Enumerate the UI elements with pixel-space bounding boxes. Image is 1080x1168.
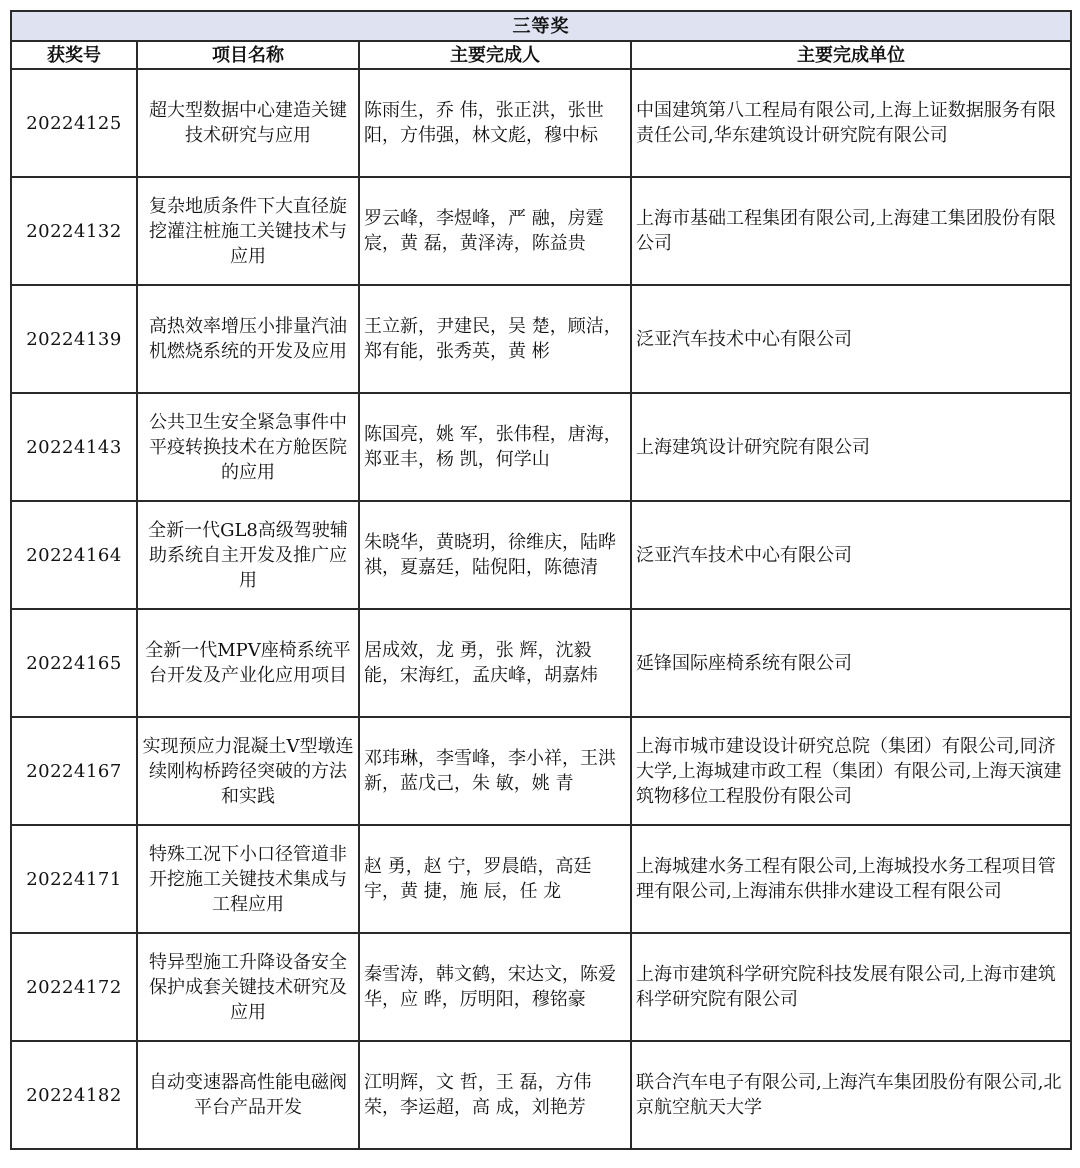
header-project-name: 项目名称 <box>137 41 359 69</box>
award-number-cell: 20224132 <box>11 177 137 285</box>
table-row <box>11 717 1071 825</box>
award-number-cell: 20224143 <box>11 393 137 501</box>
project-name-cell: 全新一代GL8高级驾驶辅助系统自主开发及推广应用 <box>137 501 359 609</box>
table-row <box>11 69 1071 177</box>
table-header-row <box>11 41 1071 69</box>
award-number-cell: 20224182 <box>11 1041 137 1149</box>
organizations-cell: 延锋国际座椅系统有限公司 <box>631 609 1071 717</box>
contributors-cell: 朱晓华，黄晓玥，徐维庆，陆晔祺，夏嘉廷，陆倪阳，陈德清 <box>359 501 631 609</box>
project-name-cell: 超大型数据中心建造关键技术研究与应用 <box>137 69 359 177</box>
table-title-row <box>11 11 1071 41</box>
contributors-cell: 邓玮琳，李雪峰，李小祥，王洪新，蓝戊己，朱 敏，姚 青 <box>359 717 631 825</box>
project-name-cell: 复杂地质条件下大直径旋挖灌注桩施工关键技术与应用 <box>137 177 359 285</box>
award-number-cell: 20224165 <box>11 609 137 717</box>
project-name-cell: 公共卫生安全紧急事件中平疫转换技术在方舱医院的应用 <box>137 393 359 501</box>
contributors-cell: 居成效，龙 勇，张 辉，沈毅能，宋海红，孟庆峰，胡嘉炜 <box>359 609 631 717</box>
award-number-cell: 20224172 <box>11 933 137 1041</box>
organizations-cell: 联合汽车电子有限公司,上海汽车集团股份有限公司,北京航空航天大学 <box>631 1041 1071 1149</box>
table-row <box>11 285 1071 393</box>
project-name-cell: 特殊工况下小口径管道非开挖施工关键技术集成与工程应用 <box>137 825 359 933</box>
contributors-cell: 江明辉，文 哲，王 磊，方伟荣，李运超，高 成，刘艳芳 <box>359 1041 631 1149</box>
header-main-contributors: 主要完成人 <box>359 41 631 69</box>
organizations-cell: 上海建筑设计研究院有限公司 <box>631 393 1071 501</box>
award-number-cell: 20224164 <box>11 501 137 609</box>
award-number-cell: 20224167 <box>11 717 137 825</box>
award-number-cell: 20224125 <box>11 69 137 177</box>
organizations-cell: 中国建筑第八工程局有限公司,上海上证数据服务有限责任公司,华东建筑设计研究院有限公司 <box>631 69 1071 177</box>
organizations-cell: 上海市基础工程集团有限公司,上海建工集团股份有限公司 <box>631 177 1071 285</box>
organizations-cell: 上海市建筑科学研究院科技发展有限公司,上海市建筑科学研究院有限公司 <box>631 933 1071 1041</box>
table-row <box>11 825 1071 933</box>
project-name-cell: 自动变速器高性能电磁阀平台产品开发 <box>137 1041 359 1149</box>
project-name-cell: 高热效率增压小排量汽油机燃烧系统的开发及应用 <box>137 285 359 393</box>
contributors-cell: 王立新，尹建民，吴 楚，顾洁，郑有能，张秀英，黄 彬 <box>359 285 631 393</box>
table-title: 三等奖 <box>11 11 1071 41</box>
contributors-cell: 罗云峰，李煜峰，严 融，房霆宸，黄 磊，黄泽涛，陈益贵 <box>359 177 631 285</box>
organizations-cell: 泛亚汽车技术中心有限公司 <box>631 501 1071 609</box>
project-name-cell: 全新一代MPV座椅系统平台开发及产业化应用项目 <box>137 609 359 717</box>
contributors-cell: 赵 勇，赵 宁，罗晨皓，高廷宇，黄 捷，施 辰，任 龙 <box>359 825 631 933</box>
award-number-cell: 20224171 <box>11 825 137 933</box>
table-row <box>11 609 1071 717</box>
project-name-cell: 特异型施工升降设备安全保护成套关键技术研究及应用 <box>137 933 359 1041</box>
organizations-cell: 泛亚汽车技术中心有限公司 <box>631 285 1071 393</box>
table-row <box>11 393 1071 501</box>
organizations-cell: 上海市城市建设设计研究总院（集团）有限公司,同济大学,上海城建市政工程（集团）有限公司,上海天演建筑物移位工程股份有限公司 <box>631 717 1071 825</box>
contributors-cell: 陈雨生，乔 伟，张正洪，张世阳，方伟强，林文彪，穆中标 <box>359 69 631 177</box>
contributors-cell: 陈国亮，姚 军，张伟程，唐海，郑亚丰，杨 凯，何学山 <box>359 393 631 501</box>
table-row <box>11 177 1071 285</box>
table-row <box>11 933 1071 1041</box>
contributors-cell: 秦雪涛，韩文鹤，宋达文，陈爱华，应 晔，厉明阳，穆铭豪 <box>359 933 631 1041</box>
header-award-no: 获奖号 <box>11 41 137 69</box>
header-main-organizations: 主要完成单位 <box>631 41 1071 69</box>
organizations-cell: 上海城建水务工程有限公司,上海城投水务工程项目管理有限公司,上海浦东供排水建设工程有限公司 <box>631 825 1071 933</box>
award-number-cell: 20224139 <box>11 285 137 393</box>
award-table <box>10 10 1072 1150</box>
project-name-cell: 实现预应力混凝土V型墩连续刚构桥跨径突破的方法和实践 <box>137 717 359 825</box>
table-row <box>11 501 1071 609</box>
table-row <box>11 1041 1071 1149</box>
